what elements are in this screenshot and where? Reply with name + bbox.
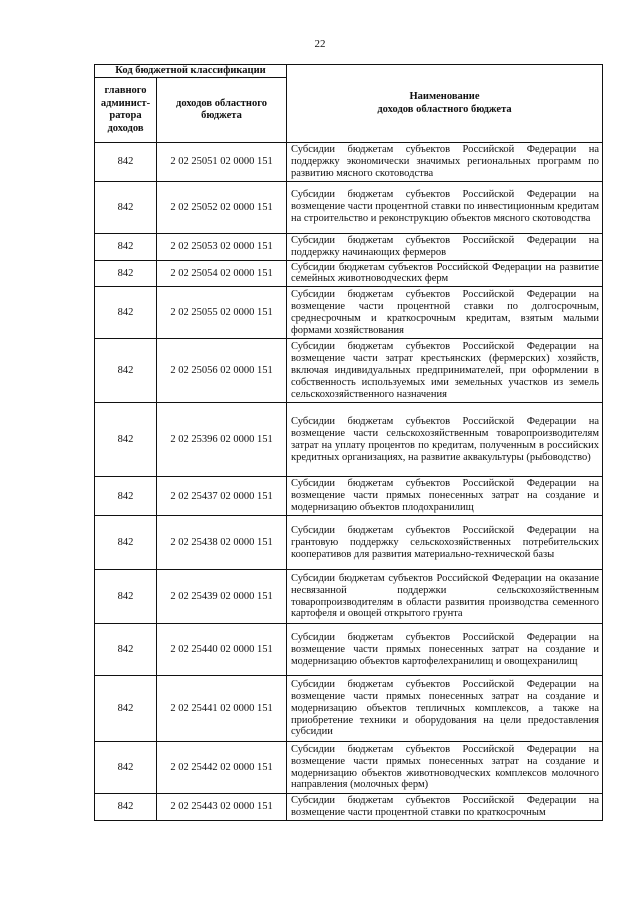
admin-code-cell: 842 bbox=[95, 516, 157, 570]
admin-code-cell: 842 bbox=[95, 477, 157, 516]
admin-column-header: главного админист-ратора доходов bbox=[95, 78, 157, 143]
income-code-cell: 2 02 25439 02 0000 151 bbox=[157, 570, 287, 624]
name-column-header bbox=[287, 65, 603, 143]
admin-code-cell: 842 bbox=[95, 794, 157, 821]
income-code-cell: 2 02 25437 02 0000 151 bbox=[157, 477, 287, 516]
admin-code-cell: 842 bbox=[95, 339, 157, 403]
income-name-cell: Субсидии бюджетам субъектов Российской Федерации на возмещение части прямых понесенных затрат на создание и модернизацию объектов картофелехранилищ и овощехранилищ bbox=[287, 624, 603, 676]
admin-code-cell: 842 bbox=[95, 181, 157, 233]
table-row bbox=[95, 477, 603, 516]
table-row bbox=[95, 233, 603, 260]
admin-code-cell: 842 bbox=[95, 233, 157, 260]
income-column-header: доходов областного бюджета bbox=[157, 78, 287, 143]
income-name-cell: Субсидии бюджетам субъектов Российской Федерации на поддержку экономически значимых региональных программ по развитию мясного скотоводства bbox=[287, 143, 603, 182]
admin-code-cell: 842 bbox=[95, 676, 157, 742]
admin-code-cell: 842 bbox=[95, 143, 157, 182]
table-row bbox=[95, 260, 603, 287]
income-code-cell: 2 02 25396 02 0000 151 bbox=[157, 403, 287, 477]
page-number: 22 bbox=[314, 38, 326, 50]
table-row bbox=[95, 403, 603, 477]
income-code-cell: 2 02 25053 02 0000 151 bbox=[157, 233, 287, 260]
income-code-cell: 2 02 25054 02 0000 151 bbox=[157, 260, 287, 287]
income-name-cell: Субсидии бюджетам субъектов Российской Федерации на возмещение части прямых понесенных затрат на создание и модернизацию объектов плодохранилищ bbox=[287, 477, 603, 516]
income-name-cell: Субсидии бюджетам субъектов Российской Федерации на оказание несвязанной поддержки сельскохозяйственным товаропроизводителям в области развития производства семенного картофеля и овощей открытого грунта bbox=[287, 570, 603, 624]
income-name-cell: Субсидии бюджетам субъектов Российской Федерации на возмещение части процентной ставки по краткосрочным bbox=[287, 794, 603, 821]
admin-code-cell: 842 bbox=[95, 260, 157, 287]
admin-code-cell: 842 bbox=[95, 570, 157, 624]
budget-classification-table bbox=[94, 64, 603, 821]
income-name-cell: Субсидии бюджетам субъектов Российской Федерации на возмещение части прямых понесенных затрат на создание и модернизацию объектов животноводческих комплексов молочного направления (молочных ферм) bbox=[287, 742, 603, 794]
table-row bbox=[95, 794, 603, 821]
table-row bbox=[95, 287, 603, 339]
income-name-cell: Субсидии бюджетам субъектов Российской Федерации на грантовую поддержку сельскохозяйственных потребительских кооперативов для развития материально-технической базы bbox=[287, 516, 603, 570]
table-row bbox=[95, 742, 603, 794]
income-name-cell: Субсидии бюджетам субъектов Российской Федерации на развитие семейных животноводческих ферм bbox=[287, 260, 603, 287]
income-code-cell: 2 02 25438 02 0000 151 bbox=[157, 516, 287, 570]
income-name-cell: Субсидии бюджетам субъектов Российской Федерации на возмещение части затрат крестьянских (фермерских) хозяйств, включая индивидуальных предпринимателей, при оформлении в собственность используемых ими земельных участков из земель сельскохозяйственного назначения bbox=[287, 339, 603, 403]
income-code-cell: 2 02 25051 02 0000 151 bbox=[157, 143, 287, 182]
admin-code-cell: 842 bbox=[95, 742, 157, 794]
income-code-cell: 2 02 25443 02 0000 151 bbox=[157, 794, 287, 821]
income-code-cell: 2 02 25441 02 0000 151 bbox=[157, 676, 287, 742]
admin-code-cell: 842 bbox=[95, 624, 157, 676]
classification-header: Код бюджетной классификации bbox=[95, 65, 287, 78]
income-name-cell: Субсидии бюджетам субъектов Российской Федерации на возмещение части прямых понесенных затрат на создание и модернизацию объектов тепличных комплексов, а также на приобретение техники и оборудования на цели предоставления субсидии bbox=[287, 676, 603, 742]
table-body bbox=[95, 143, 603, 821]
income-code-cell: 2 02 25055 02 0000 151 bbox=[157, 287, 287, 339]
admin-code-cell: 842 bbox=[95, 287, 157, 339]
table-row bbox=[95, 516, 603, 570]
admin-code-cell: 842 bbox=[95, 403, 157, 477]
income-name-cell: Субсидии бюджетам субъектов Российской Федерации на поддержку начинающих фермеров bbox=[287, 233, 603, 260]
table-row bbox=[95, 570, 603, 624]
income-code-cell: 2 02 25056 02 0000 151 bbox=[157, 339, 287, 403]
income-code-cell: 2 02 25440 02 0000 151 bbox=[157, 624, 287, 676]
income-name-cell: Субсидии бюджетам субъектов Российской Федерации на возмещение части процентной ставки по инвестиционным кредитам на строительство и реконструкцию объектов мясного скотоводства bbox=[287, 181, 603, 233]
income-name-cell: Субсидии бюджетам субъектов Российской Федерации на возмещение части процентной ставки по долгосрочным, среднесрочным и краткосрочным кредитам, взятым малыми формами хозяйствования bbox=[287, 287, 603, 339]
name-header-line2: доходов областного бюджета bbox=[377, 103, 512, 115]
table-row bbox=[95, 676, 603, 742]
table-row bbox=[95, 143, 603, 182]
table-row bbox=[95, 339, 603, 403]
name-header-line1: Наименование bbox=[409, 91, 480, 102]
table-row bbox=[95, 181, 603, 233]
table-row bbox=[95, 624, 603, 676]
income-code-cell: 2 02 25052 02 0000 151 bbox=[157, 181, 287, 233]
income-code-cell: 2 02 25442 02 0000 151 bbox=[157, 742, 287, 794]
income-name-cell: Субсидии бюджетам субъектов Российской Федерации на возмещение части сельскохозяйственным товаропроизводителям затрат на уплату процентов по кредитам, полученным в российских кредитных организациях, на развитие аквакультуры (рыбоводство) bbox=[287, 403, 603, 477]
